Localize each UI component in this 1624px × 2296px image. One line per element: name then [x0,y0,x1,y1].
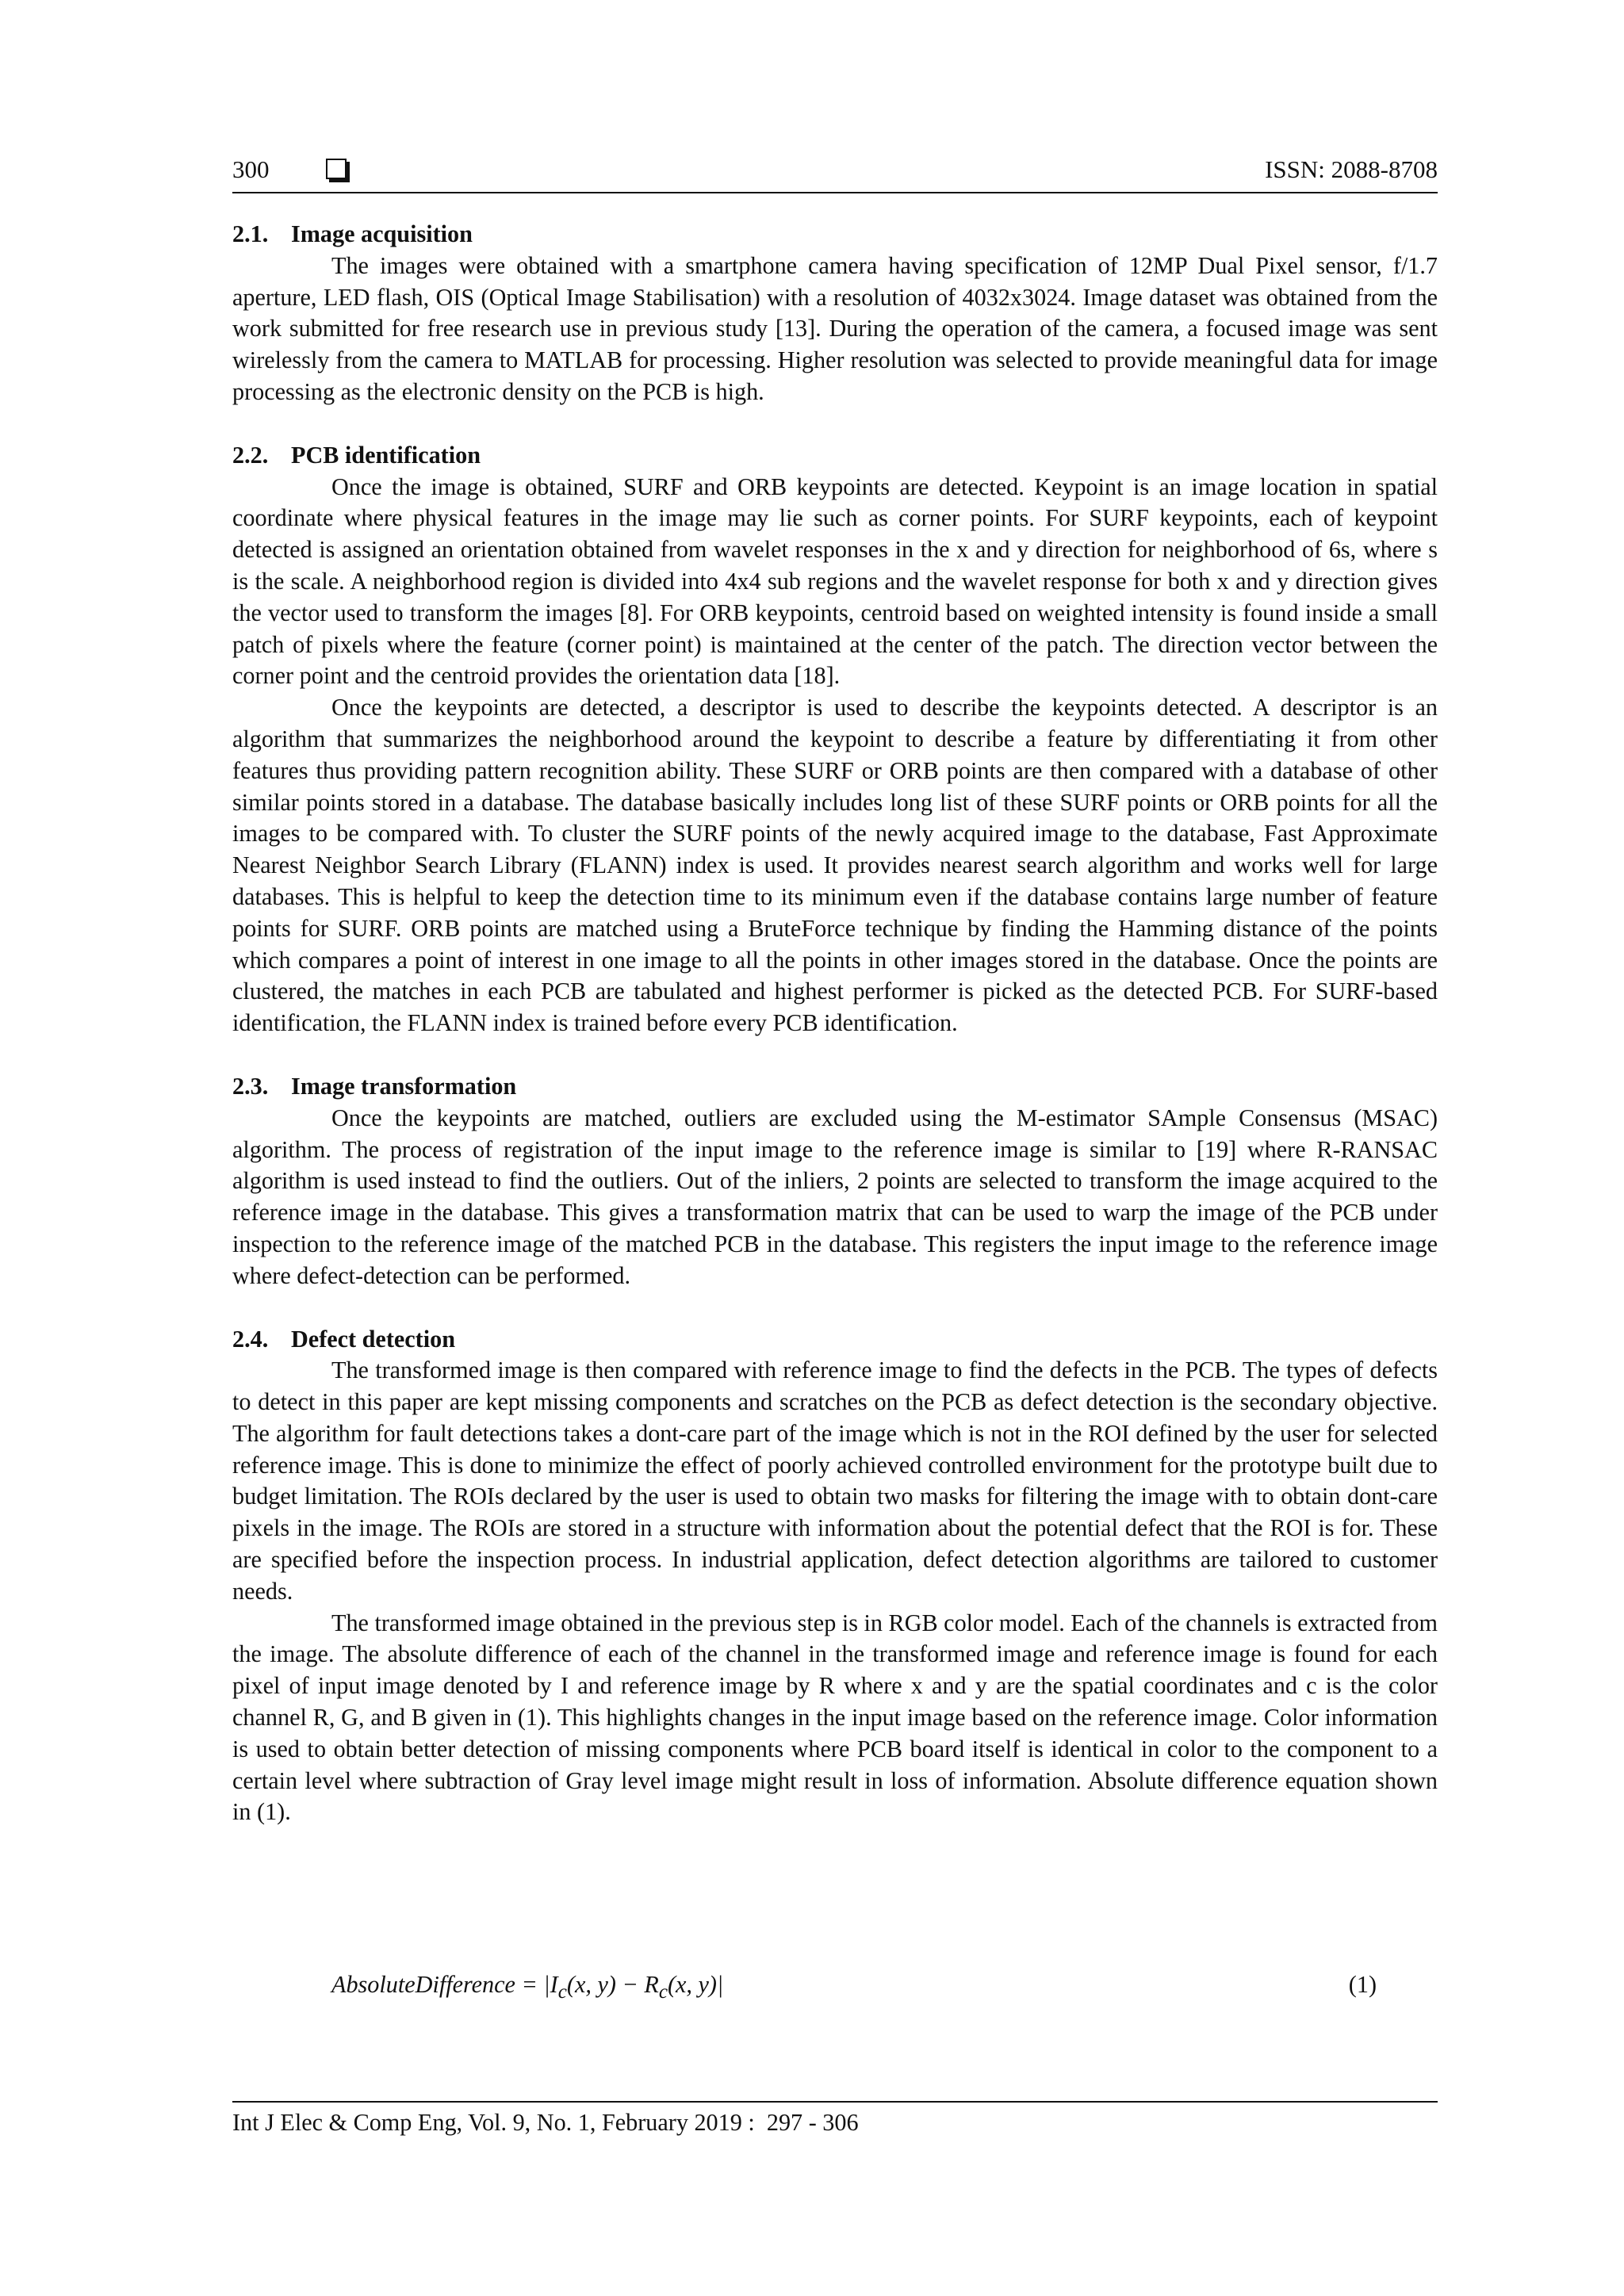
equation-subscript: c [557,1981,567,2003]
footer-rule [232,2101,1438,2103]
issn: ISSN: 2088-8708 [1265,155,1438,183]
footer-citation: Int J Elec & Comp Eng, Vol. 9, No. 1, February 2019 : 297 - 306 [232,2109,859,2136]
equation-number: (1) [1348,1971,1377,1998]
paragraph: Once the image is obtained, SURF and ORB keypoints are detected. Keypoint is an image location in spatial coordinate where physical features in the image may lie such as corner points. For SURF keypoints, each of keypoint detected is assigned an orientation obtained from wavelet responses in the x and y direction for neighborhood of 6s, where s is the scale. A neighborhood region is divided into 4x4 sub regions and the wavelet response for both x and y direction gives the vector used to transform the images [8]. For ORB keypoints, centroid based on weighted intensity is found inside a small patch of pixels where the feature (corner point) is maintained at the center of the patch. The direction vector between the corner point and the centroid provides the orientation data [18]. [232,473,1438,690]
equation-subscript: c [658,1981,668,2003]
square-icon [326,159,347,179]
header-rule [232,192,1438,193]
paragraph: The transformed image obtained in the previous step is in RGB color model. Each of the channels is extracted from the image. The absolute difference of each of the channel in the transformed image and reference image is found for each pixel of input image denoted by I and reference image by R where x and y are the spatial coordinates and c is the color channel R, G, and B given in (1). This highlights changes in the input image based on the reference image. Color information is used to obtain better detection of missing components where PCB board itself is identical in color to the component to a certain level where subtraction of Gray level image might result in loss of information. Absolute difference equation shown in (1). [232,1609,1438,1826]
section-title: Image transformation [291,1072,517,1100]
section-title: Defect detection [291,1325,456,1353]
section-number: 2.1. [232,220,269,247]
section-heading [232,1324,1438,1356]
paragraph: Once the keypoints are detected, a descriptor is used to describe the keypoints detected. A descriptor is an algorithm that summarizes the neighborhood around the keypoint to describe a feature by differentiating it from other features thus providing pattern recognition ability. These SURF or ORB points are then compared with a database of other similar points stored in a database. The database basically includes long list of these SURF points or ORB points for all the images to be compared with. To cluster the SURF points of the newly acquired image to the database, Fast Approximate Nearest Neighbor Search Library (FLANN) index is used. It provides nearest search algorithm and works well for large databases. This is helpful to keep the detection time to its minimum even if the database contains large number of feature points for SURF. ORB points are matched using a BruteForce technique by finding the Hamming distance of the points which compares a point of interest in one image to all the points in other images stored in the database. Once the points are clustered, the matches in each PCB are tabulated and highest performer is picked as the detected PCB. For SURF-based identification, the FLANN index is trained before every PCB identification. [232,694,1438,1037]
section-heading [232,440,1438,472]
paragraph: The images were obtained with a smartphone camera having specification of 12MP Dual Pixel sensor, f/1.7 aperture, LED flash, OIS (Optical Image Stabilisation) with a resolution of 4032x3024. Image dataset was obtained from the work submitted for free research use in previous study [13]. During the operation of the camera, a focused image was sent wirelessly from the camera to MATLAB for processing. Higher resolution was selected to provide meaningful data for image processing as the electronic density on the PCB is high. [232,251,1438,405]
section-heading [232,1071,1438,1103]
page-number: 300 [232,155,270,183]
section-image-acquisition [232,219,1438,408]
equation-expression [331,1971,723,2003]
section-pcb-identification [232,440,1438,1039]
section-number: 2.3. [232,1072,269,1100]
equation [331,1971,1377,2007]
section-image-transformation [232,1071,1438,1292]
body-text [232,219,1438,1860]
equation-mid: (x, y) − R [566,1971,659,1998]
section-number: 2.4. [232,1325,269,1353]
section-defect-detection [232,1324,1438,1829]
page-header [232,152,1438,192]
section-title: Image acquisition [291,220,473,247]
equation-lhs: AbsoluteDifference = |I [331,1971,558,1998]
section-heading [232,219,1438,251]
equation-rhs: (x, y)| [667,1971,724,1998]
section-number: 2.2. [232,441,269,469]
paragraph: The transformed image is then compared with reference image to find the defects in the PCB. The types of defects to detect in this paper are kept missing components and scratches on the PCB as defect detection is the secondary objective. The algorithm for fault detections takes a dont-care part of the image which is not in the ROI defined by the user for selected reference image. This is done to minimize the effect of poorly achieved controlled environment for the prototype built due to budget limitation. The ROIs declared by the user is used to obtain two masks for filtering the image with to obtain dont-care pixels in the image. The ROIs are stored in a structure with information about the potential defect that the ROI is for. These are specified before the inspection process. In industrial application, defect detection algorithms are tailored to customer needs. [232,1357,1438,1605]
paragraph: Once the keypoints are matched, outliers are excluded using the M-estimator SAmple Consensus (MSAC) algorithm. The process of registration of the input image to the reference image is similar to [19] where R-RANSAC algorithm is used instead to find the outliers. Out of the inliers, 2 points are selected to transform the image acquired to the reference image in the database. This gives a transformation matrix that can be used to warp the image of the PCB under inspection to the reference image of the matched PCB in the database. This registers the input image to the reference image where defect-detection can be performed. [232,1104,1438,1289]
section-title: PCB identification [291,441,481,469]
